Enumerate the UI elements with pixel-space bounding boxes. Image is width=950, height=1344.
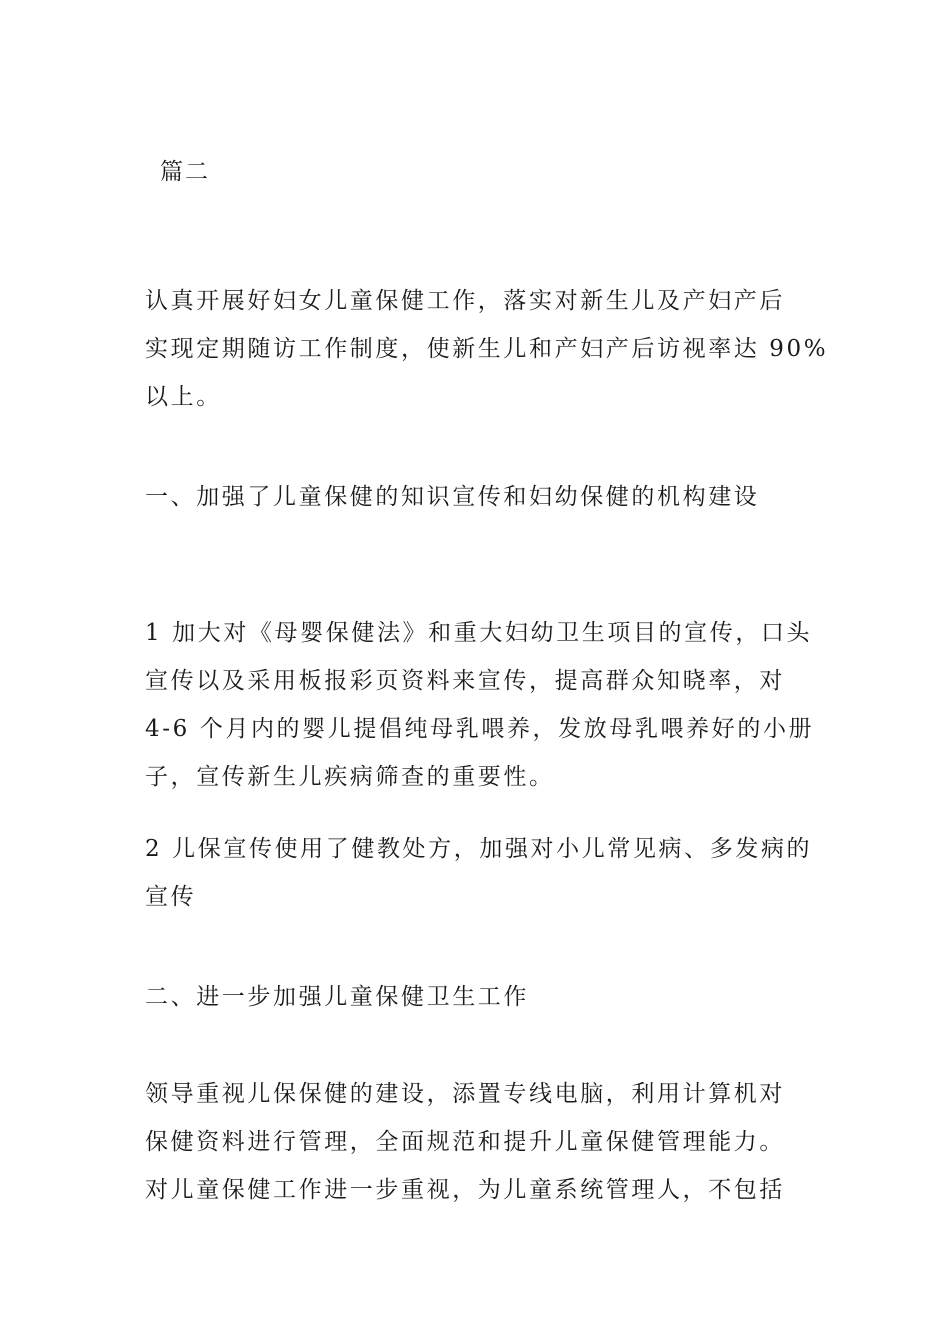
text-line: 以上。	[145, 384, 222, 410]
paragraph-item-2	[145, 825, 825, 921]
subheading-two	[145, 973, 825, 1021]
section-heading: 篇二	[160, 159, 210, 185]
text-line: 2 儿保宣传使用了健教处方，加强对小儿常见病、多发病的	[145, 836, 813, 862]
subheading-one	[145, 473, 825, 521]
text-line: 宣传以及采用板报彩页资料来宣传，提高群众知晓率，对	[145, 668, 785, 694]
text-line: 1 加大对《母婴保健法》和重大妇幼卫生项目的宣传，口头	[145, 620, 813, 646]
text-line: 子，宣传新生儿疾病筛查的重要性。	[145, 764, 555, 790]
paragraph-management	[145, 1070, 825, 1214]
text-line: 4-6 个月内的婴儿提倡纯母乳喂养，发放母乳喂养好的小册	[145, 716, 815, 742]
text-line: 宣传	[145, 884, 197, 910]
text-line: 保健资料进行管理，全面规范和提升儿童保健管理能力。	[145, 1129, 785, 1155]
text-line: 一、加强了儿童保健的知识宣传和妇幼保健的机构建设	[145, 484, 760, 510]
text-line: 对儿童保健工作进一步重视，为儿童系统管理人，不包括	[145, 1177, 785, 1203]
text-line: 二、进一步加强儿童保健卫生工作	[145, 984, 529, 1010]
paragraph-intro	[145, 277, 829, 421]
text-line: 领导重视儿保保健的建设，添置专线电脑，利用计算机对	[145, 1081, 785, 1107]
text-line: 认真开展好妇女儿童保健工作，落实对新生儿及产妇产后	[145, 288, 785, 314]
text-line: 实现定期随访工作制度，使新生儿和产妇产后访视率达 90%	[145, 336, 829, 362]
paragraph-item-1	[145, 609, 825, 801]
